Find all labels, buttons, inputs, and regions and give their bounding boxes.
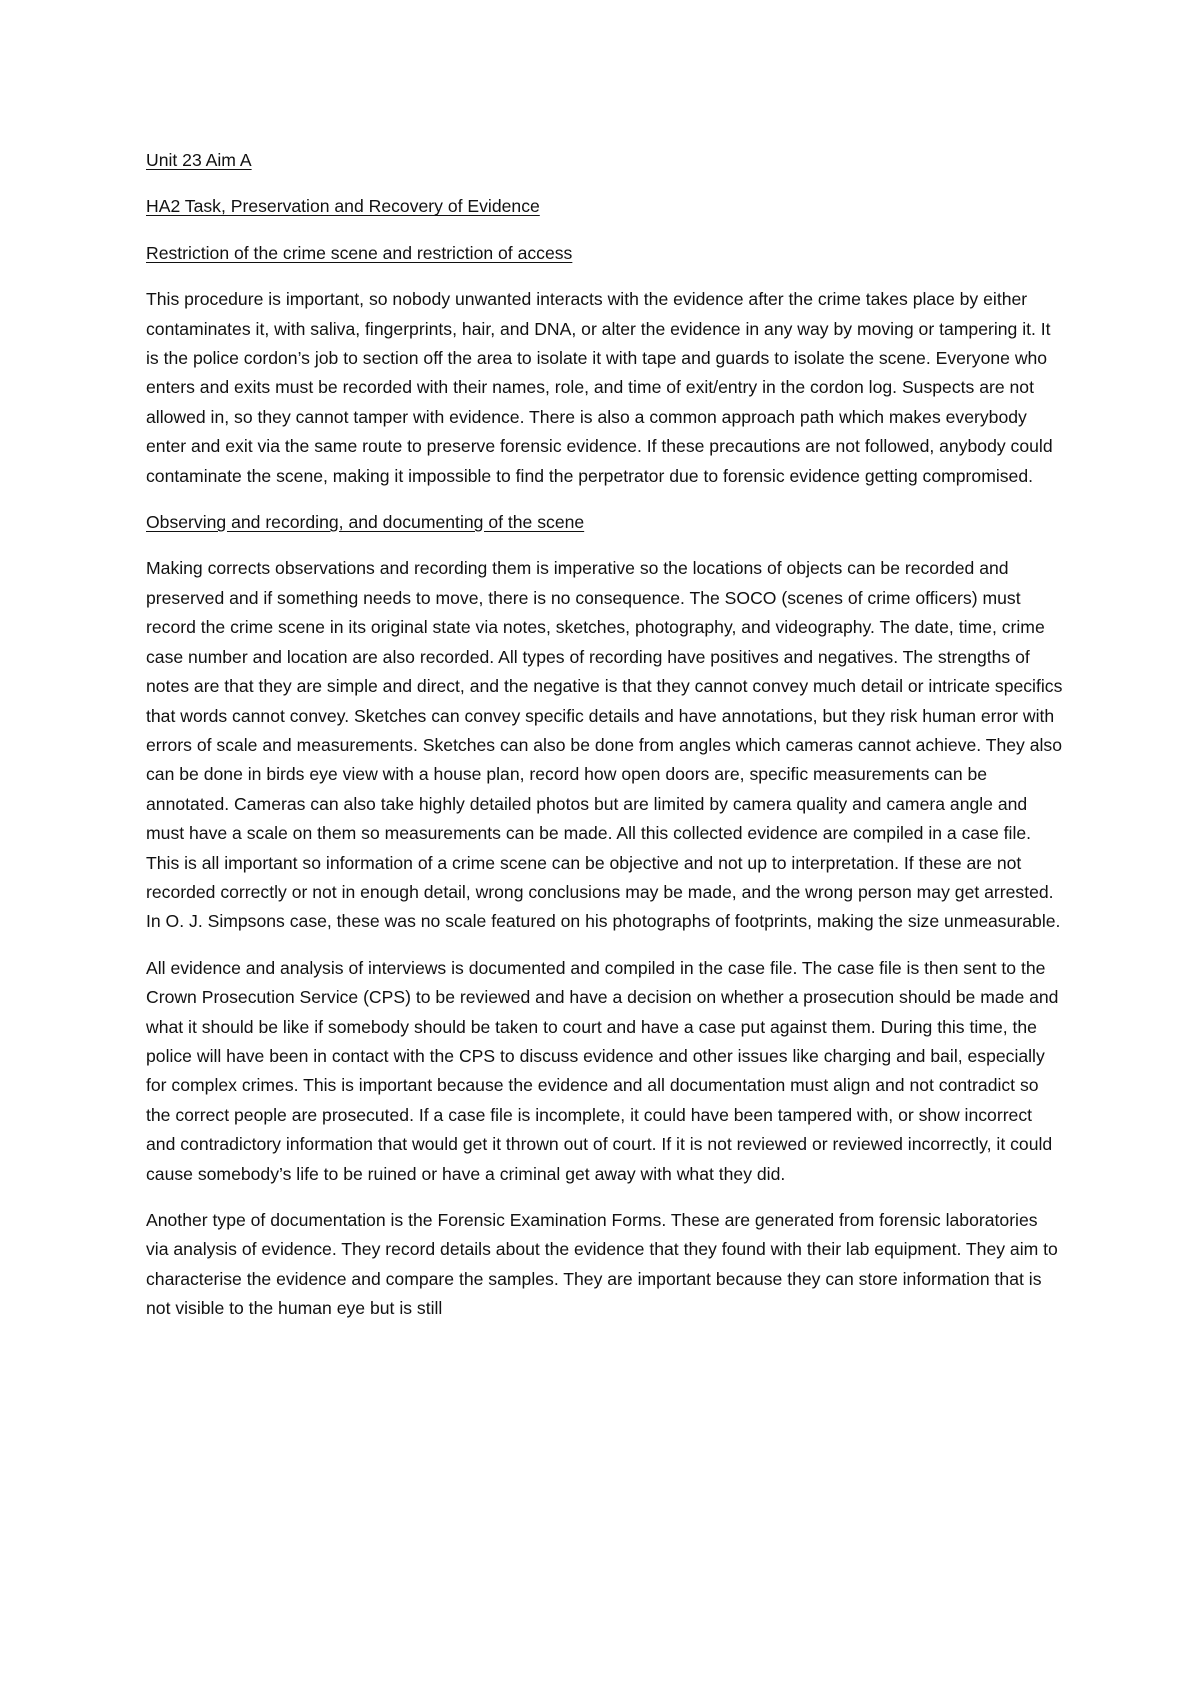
document-title: Unit 23 Aim A (146, 150, 252, 170)
section-heading-restriction: Restriction of the crime scene and restriction of access (146, 242, 573, 263)
document-body (146, 146, 1064, 1324)
paragraph-case-file: All evidence and analysis of interviews is documented and compiled in the case file. The case file is then sent to the Crown Prosecution Service (CPS) to be reviewed and have a decision on whether a prosecution should be made and what it should be like if somebody should be taken to court and have a case put against them. During this time, the police will have been in contact with the CPS to discuss evidence and other issues like charging and bail, especially for complex crimes. This is important because the evidence and all documentation must align and not contradict so the correct people are prosecuted. If a case file is incomplete, it could have been tampered with, or show incorrect and contradictory information that would get it thrown out of court. If it is not reviewed or reviewed incorrectly, it could cause somebody’s life to be ruined or have a criminal get away with what they did. (146, 957, 1059, 1184)
paragraph-recording: Making corrects observations and recording them is imperative so the locations of objects can be recorded and preserved and if something needs to move, there is no consequence. The SOCO (scenes of crime officers) must record the crime scene in its original state via notes, sketches, photography, and videography. The date, time, crime case number and location are also recorded. All types of recording have positives and negatives. The strengths of notes are that they are simple and direct, and the negative is that they cannot convey much detail or intricate specifics that words cannot convey. Sketches can convey specific details and have annotations, but they risk human error with errors of scale and measurements. Sketches can also be done from angles which cameras cannot achieve. They also can be done in birds eye view with a house plan, record how open doors are, specific measurements can be annotated. Cameras can also take highly detailed photos but are limited by camera quality and camera angle and must have a scale on them so measurements can be made. All this collected evidence are compiled in a case file. This is all important so information of a crime scene can be objective and not up to interpretation. If these are not recorded correctly or not in enough detail, wrong conclusions may be made, and the wrong person may get arrested. In O. J. Simpsons case, these was no scale featured on his photographs of footprints, making the size unmeasurable. (146, 558, 1063, 932)
section-heading-recording: Observing and recording, and documenting of the scene (146, 512, 585, 533)
paragraph-restriction: This procedure is important, so nobody unwanted interacts with the evidence after the crime takes place by either contaminates it, with saliva, fingerprints, hair, and DNA, or alter the evidence in any way by moving or tampering it. It is the police cordon’s job to section off the area to isolate it with tape and guards to isolate the scene. Everyone who enters and exits must be recorded with their names, role, and time of exit/entry in the cordon log. Suspects are not allowed in, so they cannot tamper with evidence. There is also a common approach path which makes everybody enter and exit via the same route to preserve forensic evidence. If these precautions are not followed, anybody could contaminate the scene, making it impossible to find the perpetrator due to forensic evidence getting compromised. (146, 289, 1053, 486)
paragraph-forensic-forms: Another type of documentation is the Forensic Examination Forms. These are generated from forensic laboratories via analysis of evidence. They record details about the evidence that they found with their lab equipment. They aim to characterise the evidence and compare the samples. They are important because they can store information that is not visible to the human eye but is still (146, 1210, 1058, 1319)
document-subtitle: HA2 Task, Preservation and Recovery of Evidence (146, 196, 540, 217)
